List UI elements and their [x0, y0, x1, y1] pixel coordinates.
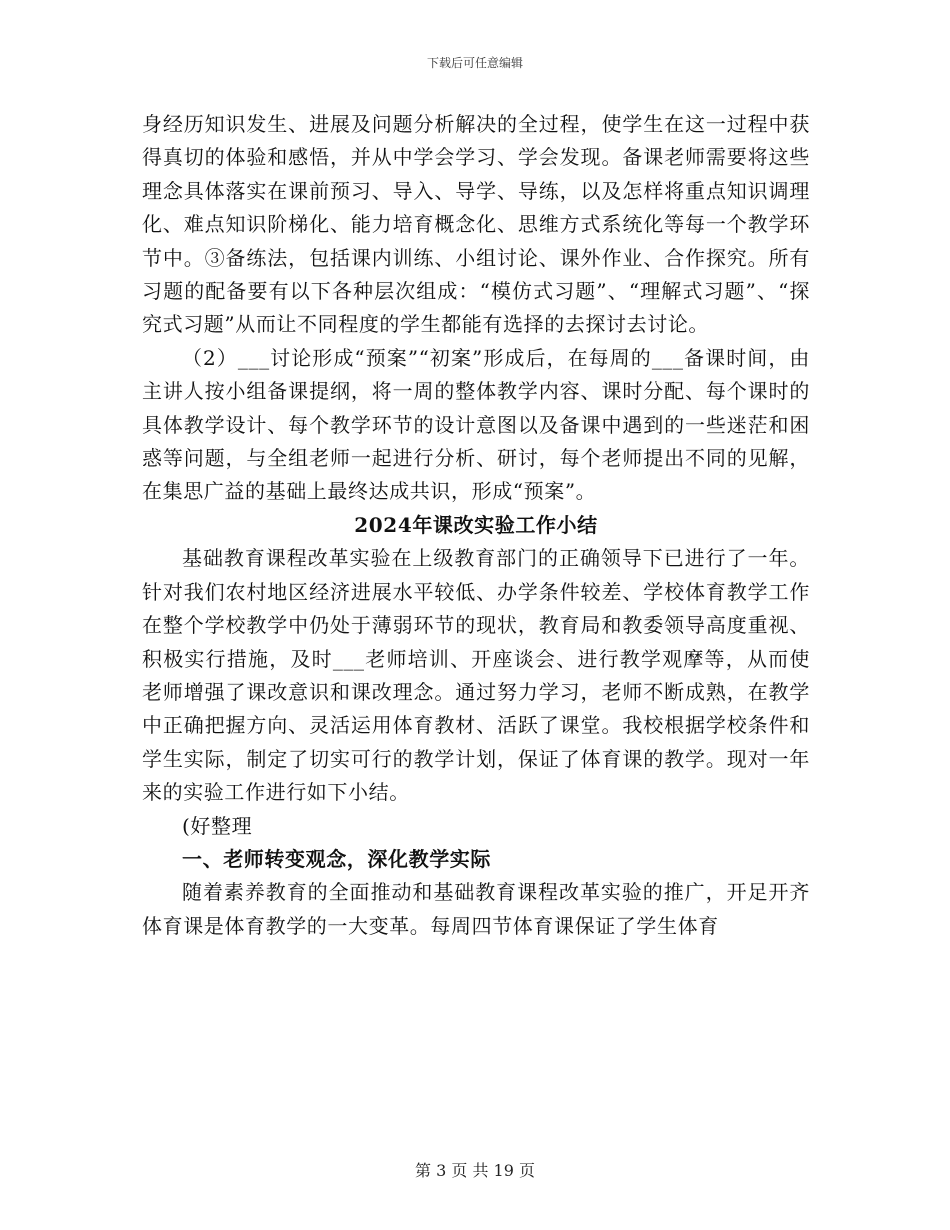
paragraph-continuation: 身经历知识发生、进展及问题分析解决的全过程，使学生在这一过程中获得真切的体验和感悟，并从中学会学习、学会发现。备课老师需要将这些理念具体落实在课前预习、导入、导学、导练，以及怎样将重点知识调理化、难点知识阶梯化、能力培育概念化、思维方式系统化等每一个教学环节中。③备练法，包括课内训练、小组讨论、课外作业、合作探究。所有习题的配备要有以下各种层次组成：“模仿式习题”、“理解式习题”、“探究式习题”从而让不同程度的学生都能有选择的去探讨去讨论。: [142, 112, 810, 337]
paragraph-intro: 基础教育课程改革实验在上级教育部门的正确领导下已进行了一年。针对我们农村地区经济进展水平较低、办学条件较差、学校体育教学工作在整个学校教学中仍处于薄弱环节的现状，教育局和教委领导高度重视、积极实行措施，及时___老师培训、开座谈会、进行教学观摩等，从而使老师增强了课改意识和课改理念。通过努力学习，老师不断成熟，在教学中正确把握方向、灵活运用体育教材、活跃了课堂。我校根据学校条件和学生实际，制定了切实可行的教学计划，保证了体育课的教学。现对一年来的实验工作进行如下小结。: [142, 546, 810, 805]
section-title: 2024年课改实验工作小结: [354, 512, 598, 537]
document-body: [142, 108, 810, 943]
page-number: 第 3 页 共 19 页: [415, 1161, 535, 1180]
header-note: 下载后可任意编辑: [426, 56, 523, 70]
paragraph-reform: 随着素养教育的全面推动和基础教育课程改革实验的推广，开足开齐体育课是体育教学的一大变革。每周四节体育课保证了学生体育: [142, 880, 810, 938]
subheading-1: 一、老师转变观念，深化教学实际: [182, 846, 491, 871]
paragraph-discussion: （2）___讨论形成“预案”“初案”形成后，在每周的___备课时间，由主讲人按小组备课提纲，将一周的整体教学内容、课时分配、每个课时的具体教学设计、每个教学环节的设计意图以及备课中遇到的一些迷茫和困惑等问题，与全组老师一起进行分析、研讨，每个老师提出不同的见解，在集思广益的基础上最终达成共识，形成“预案”。: [142, 345, 810, 504]
paragraph-fragment: (好整理: [182, 813, 253, 838]
